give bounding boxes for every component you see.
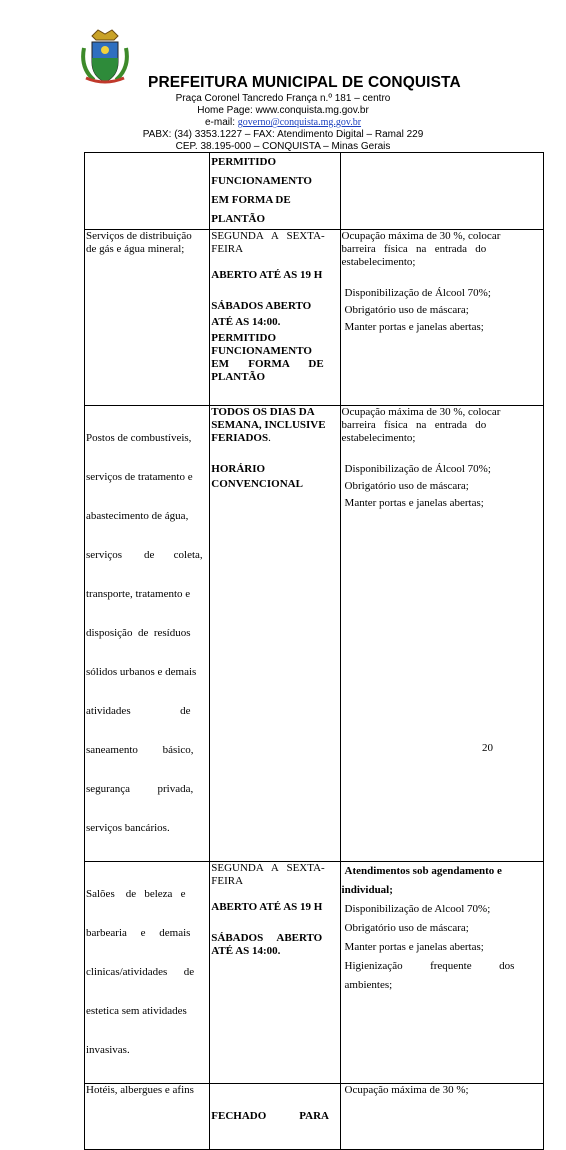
activity-line: Postos de combustíveis, [86, 432, 192, 444]
rule-line: Atendimentos sob agendamento e [344, 865, 502, 877]
rules-cell [340, 406, 543, 862]
schedule-line: ATÉ AS 14:00. [211, 316, 281, 328]
schedule-line: PLANTÃO [211, 213, 266, 225]
schedule-line: SÁBADOS ABERTO [211, 300, 312, 312]
schedule-line: SÁBADOS ABERTO [211, 932, 323, 944]
rule-line: Manter portas e janelas abertas; [344, 497, 484, 509]
schedule-cell: TODOS OS DIAS DA SEMANA, INCLUSIVE FERIADOS. HORÁRIO CONVENCIONAL [210, 406, 340, 862]
schedule-line: FEIRA [211, 875, 244, 887]
rule-line: individual; [341, 884, 393, 896]
page-number: 20 [482, 742, 493, 754]
rules-cell [340, 1084, 543, 1150]
activity-line: invasivas. [86, 1044, 130, 1056]
activity-line: estetica sem atividades [86, 1005, 187, 1017]
schedule-line: PERMITIDO [211, 156, 277, 168]
regulations-table [84, 152, 544, 1150]
activity-line: sólidos urbanos e demais [86, 666, 197, 678]
rule-line: estabelecimento; [341, 256, 416, 268]
municipal-coat-of-arms-icon [78, 28, 132, 86]
activity-line: segurança privada, [86, 783, 194, 795]
schedule-cell [210, 153, 340, 230]
table-row [85, 1084, 544, 1150]
homepage-line: Home Page: www.conquista.mg.gov.br [197, 105, 369, 116]
schedule-line: FERIADOS [211, 432, 269, 444]
activity-line: saneamento básico, [86, 744, 194, 756]
schedule-cell [210, 1084, 340, 1150]
schedule-line: EM FORMA DE [211, 194, 291, 206]
schedule-line: FECHADO PARA [211, 1110, 329, 1122]
phone-line: PABX: (34) 3353.1227 – FAX: Atendimento Digital – Ramal 229 [142, 129, 424, 140]
schedule-line: FEIRA [211, 243, 244, 255]
rule-line: Manter portas e janelas abertas; [344, 321, 484, 333]
schedule-line: PLANTÃO [211, 371, 266, 383]
activity-line: Salões de beleza e [86, 888, 186, 900]
schedule-line: FUNCIONAMENTO [211, 175, 312, 187]
schedule-line: FUNCIONAMENTO [211, 345, 312, 357]
activity-line: de gás e água mineral; [86, 243, 185, 255]
schedule-line: CONVENCIONAL [211, 478, 303, 490]
schedule-line: SEGUNDA A SEXTA- [211, 230, 325, 242]
rule-line: Ocupação máxima de 30 %, colocar [341, 230, 501, 242]
schedule-line: HORÁRIO [211, 463, 266, 475]
email-line [0, 117, 566, 128]
page-title: PREFEITURA MUNICIPAL DE CONQUISTA [148, 74, 461, 91]
activity-cell [85, 230, 210, 406]
rule-line: Obrigatório uso de máscara; [344, 480, 469, 492]
schedule-line: ATÉ AS 14:00. [211, 945, 281, 957]
rule-line: barreira física na entrada do [341, 243, 487, 255]
rule-line: estabelecimento; [341, 432, 416, 444]
activity-line: serviços de coleta, [86, 549, 203, 561]
rule-line: Disponibilização de Álcool 70%; [344, 287, 491, 299]
activity-line: Serviços de distribuição [86, 230, 192, 242]
email-link[interactable]: governo@conquista.mg.gov.br [237, 117, 362, 128]
rule-line: Manter portas e janelas abertas; [344, 941, 484, 953]
activity-line: Hotéis, albergues e afins [86, 1084, 194, 1096]
activity-line: clinicas/atividades de [86, 966, 195, 978]
activity-line: serviços de tratamento e [86, 471, 193, 483]
table-row [85, 153, 544, 230]
activity-cell [85, 406, 210, 862]
schedule-line: SEGUNDA A SEXTA- [211, 862, 325, 874]
schedule-line: EM FORMA DE [211, 358, 324, 370]
table-row [85, 230, 544, 406]
schedule-line: TODOS OS DIAS DA [211, 406, 315, 418]
activity-line: barbearia e demais [86, 927, 191, 939]
table-row [85, 406, 544, 862]
activity-line: abastecimento de água, [86, 510, 189, 522]
table-row [85, 862, 544, 1084]
activity-cell [85, 153, 210, 230]
rule-line: Obrigatório uso de máscara; [344, 922, 469, 934]
letterhead [0, 0, 566, 152]
schedule-line: SEMANA, INCLUSIVE [211, 419, 326, 431]
schedule-hours: ABERTO ATÉ AS 19 H [211, 901, 323, 913]
rules-cell [340, 153, 543, 230]
rule-line: Ocupação máxima de 30 %; [344, 1084, 469, 1096]
activity-cell [85, 862, 210, 1084]
rule-line: Disponibilização de Álcool 70%; [344, 463, 491, 475]
activity-cell [85, 1084, 210, 1150]
schedule-hours: ABERTO ATÉ AS 19 H [211, 269, 323, 281]
activity-line: serviços bancários. [86, 822, 170, 834]
rule-line: Disponibilização de Alcool 70%; [344, 903, 491, 915]
rules-cell [340, 230, 543, 406]
activity-line: disposição de resíduos [86, 627, 191, 639]
cep-line: CEP. 38.195-000 – CONQUISTA – Minas Gerais [175, 141, 391, 152]
rules-cell [340, 862, 543, 1084]
address-line: Praça Coronel Tancredo França n.º 181 – centro [175, 93, 391, 104]
rule-line: ambientes; [344, 979, 393, 991]
activity-line: transporte, tratamento e [86, 588, 191, 600]
rule-line: barreira física na entrada do [341, 419, 487, 431]
activity-line: atividades de [86, 705, 191, 717]
rule-line: Obrigatório uso de máscara; [344, 304, 469, 316]
schedule-cell [210, 862, 340, 1084]
rule-line: Higienização frequente dos [344, 960, 515, 972]
schedule-line: PERMITIDO [211, 332, 277, 344]
email-label: e-mail: [204, 117, 238, 128]
schedule-cell [210, 230, 340, 406]
rule-line: Ocupação máxima de 30 %, colocar [341, 406, 501, 418]
